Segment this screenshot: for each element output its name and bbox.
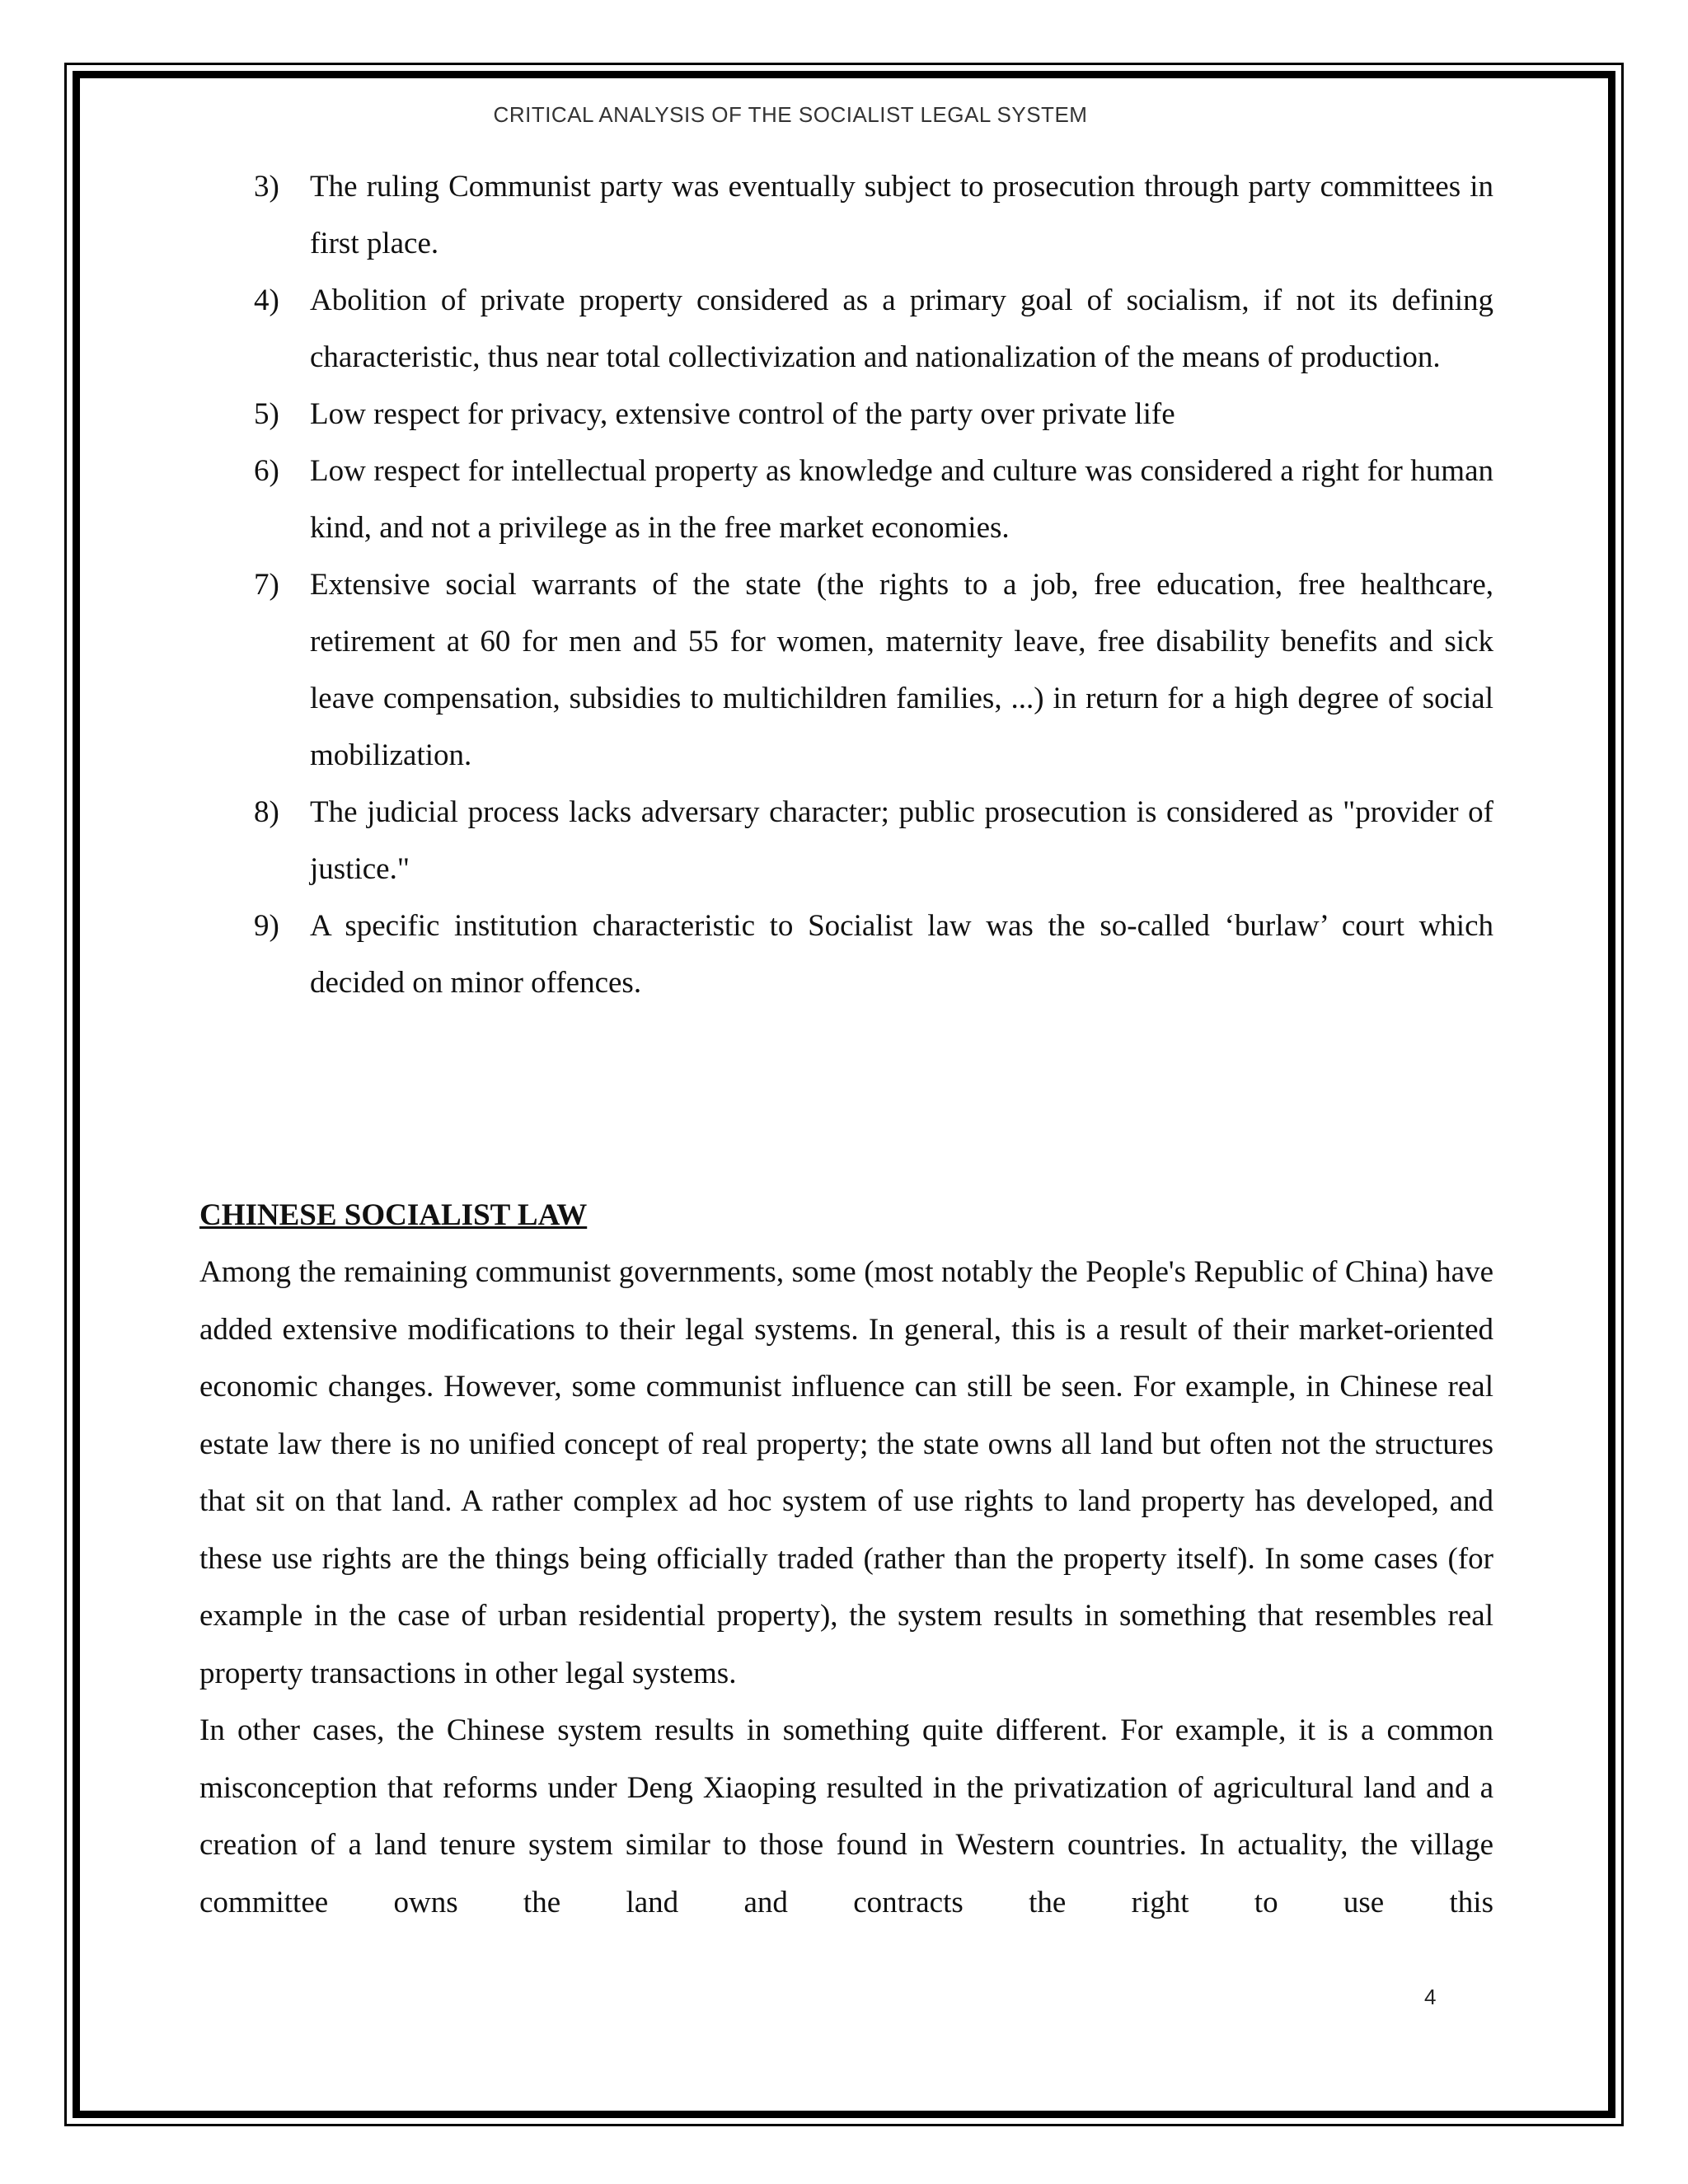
body-paragraph: In other cases, the Chinese system results in something quite different. For example, it is a common misconception that reforms under Deng Xiaoping resulted in the privatization of agricultural land and a creation of a land tenure system similar to those found in Western countries. In actuality, the village committee owns the land and contracts the right to use this	[199, 1713, 1493, 1919]
list-item	[254, 158, 1493, 272]
list-item-number: 3)	[254, 170, 279, 204]
list-item-text: The judicial process lacks adversary character; public prosecution is considered as "provider of justice."	[310, 795, 1493, 886]
list-item-text: A specific institution characteristic to Socialist law was the so-called ‘burlaw’ court which decided on minor offences.	[310, 909, 1493, 1000]
list-item-text: The ruling Communist party was eventually subject to prosecution through party committees in first place.	[310, 170, 1493, 260]
list-item-text: Low respect for intellectual property as knowledge and culture was considered a right for human kind, and not a privilege as in the free market economies.	[310, 454, 1493, 545]
list-item-number: 9)	[254, 909, 279, 943]
page-number: 4	[1424, 1985, 1437, 2009]
list-item	[254, 898, 1493, 1011]
list-item-text: Low respect for privacy, extensive control of the party over private life	[310, 397, 1175, 431]
list-item-text: Abolition of private property considered as a primary goal of socialism, if not its defining characteristic, thus near total collectivization and nationalization of the means of production.	[310, 284, 1493, 374]
list-item-text: Extensive social warrants of the state (the rights to a job, free education, free healthcare, retirement at 60 for men and 55 for women, maternity leave, free disability benefits and sick leave compensation, subsidies to multichildren families, ...) in return for a high degree of social mobilization.	[310, 568, 1493, 772]
section-heading: CHINESE SOCIALIST LAW	[199, 1198, 588, 1232]
body-paragraph: Among the remaining communist governments, some (most notably the People's Republic of China) have added extensive modifications to their legal systems. In general, this is a result of their market-oriented economic changes. However, some communist influence can still be seen. For example, in Chinese real estate law there is no unified concept of real property; the state owns all land but often not the structures that sit on that land. A rather complex ad hoc system of use rights to land property has developed, and these use rights are the things being officially traded (rather than the property itself). In some cases (for example in the case of urban residential property), the system results in something that resembles real property transactions in other legal systems.	[199, 1255, 1493, 1690]
running-header: CRITICAL ANALYSIS OF THE SOCIALIST LEGAL SYSTEM	[493, 102, 1088, 127]
list-item	[254, 784, 1493, 898]
list-item-number: 4)	[254, 284, 279, 317]
numbered-list	[254, 158, 1493, 1011]
list-item-number: 8)	[254, 795, 279, 829]
list-item	[254, 443, 1493, 556]
list-item-number: 7)	[254, 568, 279, 602]
list-item	[254, 386, 1493, 443]
list-item	[254, 556, 1493, 784]
list-item-number: 6)	[254, 454, 279, 488]
list-item	[254, 272, 1493, 386]
list-item-number: 5)	[254, 397, 279, 431]
chinese-socialist-law-section	[199, 1187, 1493, 1931]
